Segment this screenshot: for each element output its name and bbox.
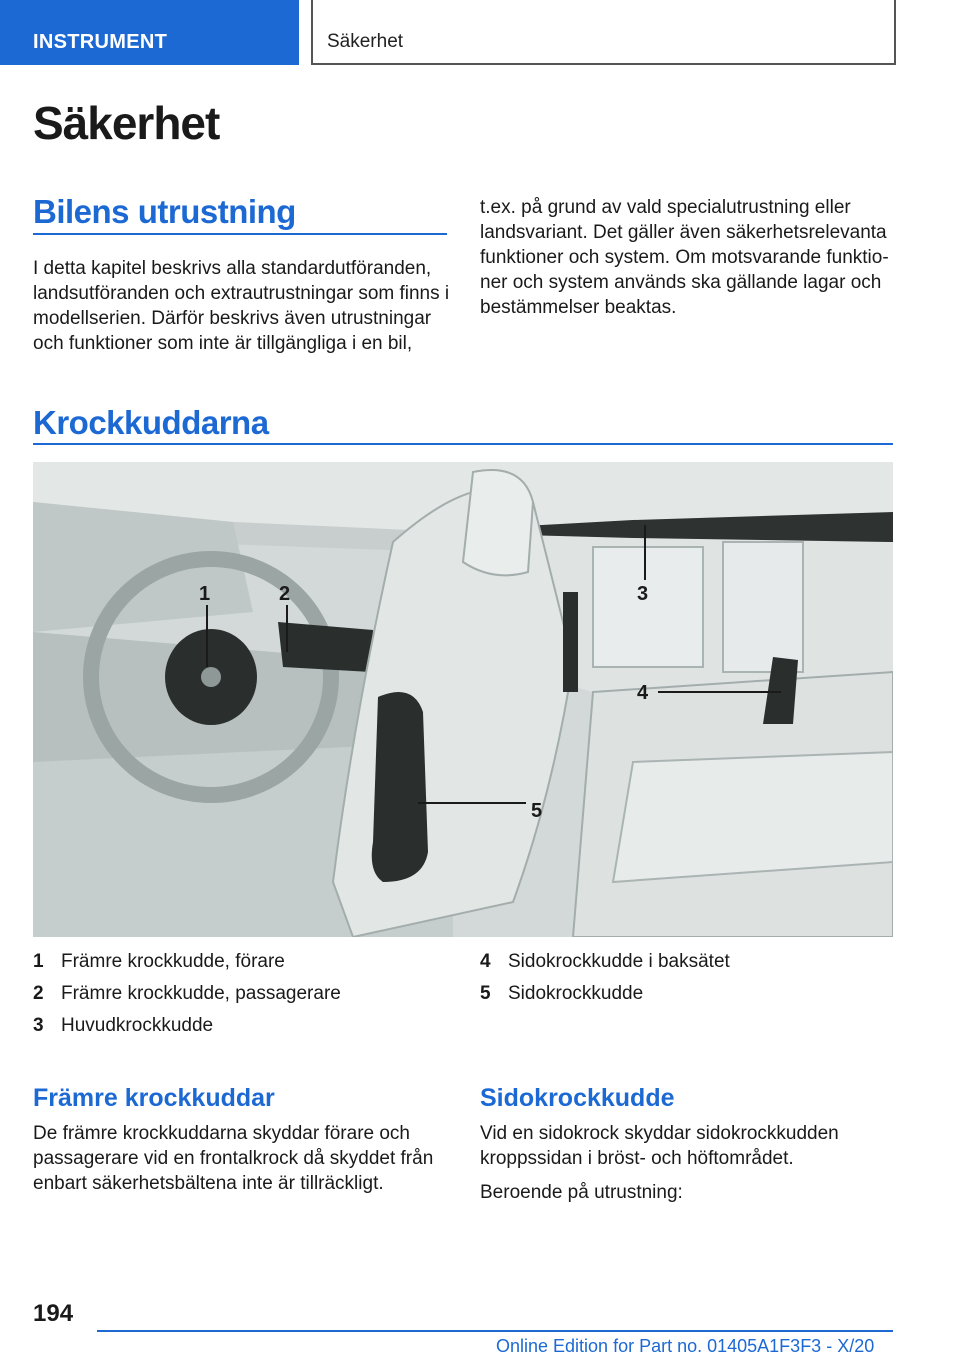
side-airbag-paragraph: Vid en sidokrock skyddar sidokrockkudden kroppssidan i bröst- och höftområdet. [480, 1123, 839, 1169]
legend-text: Främre krockkudde, förare [61, 951, 285, 972]
legend-text: Huvudkrockkudde [61, 1015, 214, 1036]
section-tab-instrument[interactable]: INSTRUMENT [0, 0, 299, 65]
equipment-paragraph-col2: t.ex. på grund av vald specialutrustning eller landsvariant. Det gäller även säkerhetsrelevanta funktioner och system. Om motsvarande funktioner och system används ska gällande lagar och bestämmelser beaktas. [480, 197, 889, 318]
legend-number: 3 [33, 1015, 44, 1036]
section-rule [33, 233, 447, 235]
callout-label-1: 1 [199, 583, 211, 605]
section-rule [33, 443, 893, 445]
airbag-legend-col2 [480, 946, 900, 1010]
legend-text: Sidokrockkudde i baksätet [508, 951, 730, 972]
front-airbags-paragraph: De främre krockkuddarna skyddar förare och passagerare vid en frontalkrock då skyddet från enbart säkerhetsbältena inte är tillräckligt. [33, 1123, 434, 1194]
legend-item [480, 978, 900, 1010]
section-title-airbags: Krockkuddarna [33, 404, 269, 441]
callout-label-3: 3 [637, 583, 649, 605]
callout-label-2: 2 [279, 583, 291, 605]
footer-rule [97, 1330, 893, 1332]
callout-label-4: 4 [637, 682, 649, 704]
legend-number: 2 [33, 983, 44, 1004]
chapter-tab-sakerhet[interactable]: Säkerhet [311, 0, 896, 65]
legend-item [480, 946, 900, 978]
page-number: 194 [33, 1300, 74, 1327]
legend-number: 1 [33, 951, 44, 972]
section-title-equipment: Bilens utrustning [33, 193, 296, 230]
legend-number: 5 [480, 983, 491, 1004]
legend-item [33, 946, 453, 978]
page-title: Säkerhet [33, 97, 220, 149]
callout-label-5: 5 [531, 800, 543, 822]
subsection-title-side-airbag: Sidokrockkudde [480, 1084, 675, 1112]
legend-number: 4 [480, 951, 491, 972]
edition-footer-link[interactable]: Online Edition for Part no. 01405A1F3F3 - X/20 [496, 1336, 875, 1356]
legend-text: Främre krockkudde, passagerare [61, 983, 341, 1004]
legend-item [33, 1010, 453, 1042]
interior-drawing [33, 462, 893, 937]
car-interior-airbag-illustration [33, 462, 893, 937]
airbag-legend-col1 [33, 946, 453, 1042]
equipment-paragraph-col1: I detta kapitel beskrivs alla standardutföranden, landsutföranden och extrautrustningar som finns i modellserien. Därför beskrivs även utrustningar och funktioner som inte är tillgängliga i en bil, [33, 258, 450, 354]
legend-text: Sidokrockkudde [508, 983, 644, 1004]
side-airbag-equipment-note: Beroende på utrustning: [480, 1182, 683, 1203]
legend-item [33, 978, 453, 1010]
subsection-title-front-airbags: Främre krockkuddar [33, 1084, 275, 1112]
